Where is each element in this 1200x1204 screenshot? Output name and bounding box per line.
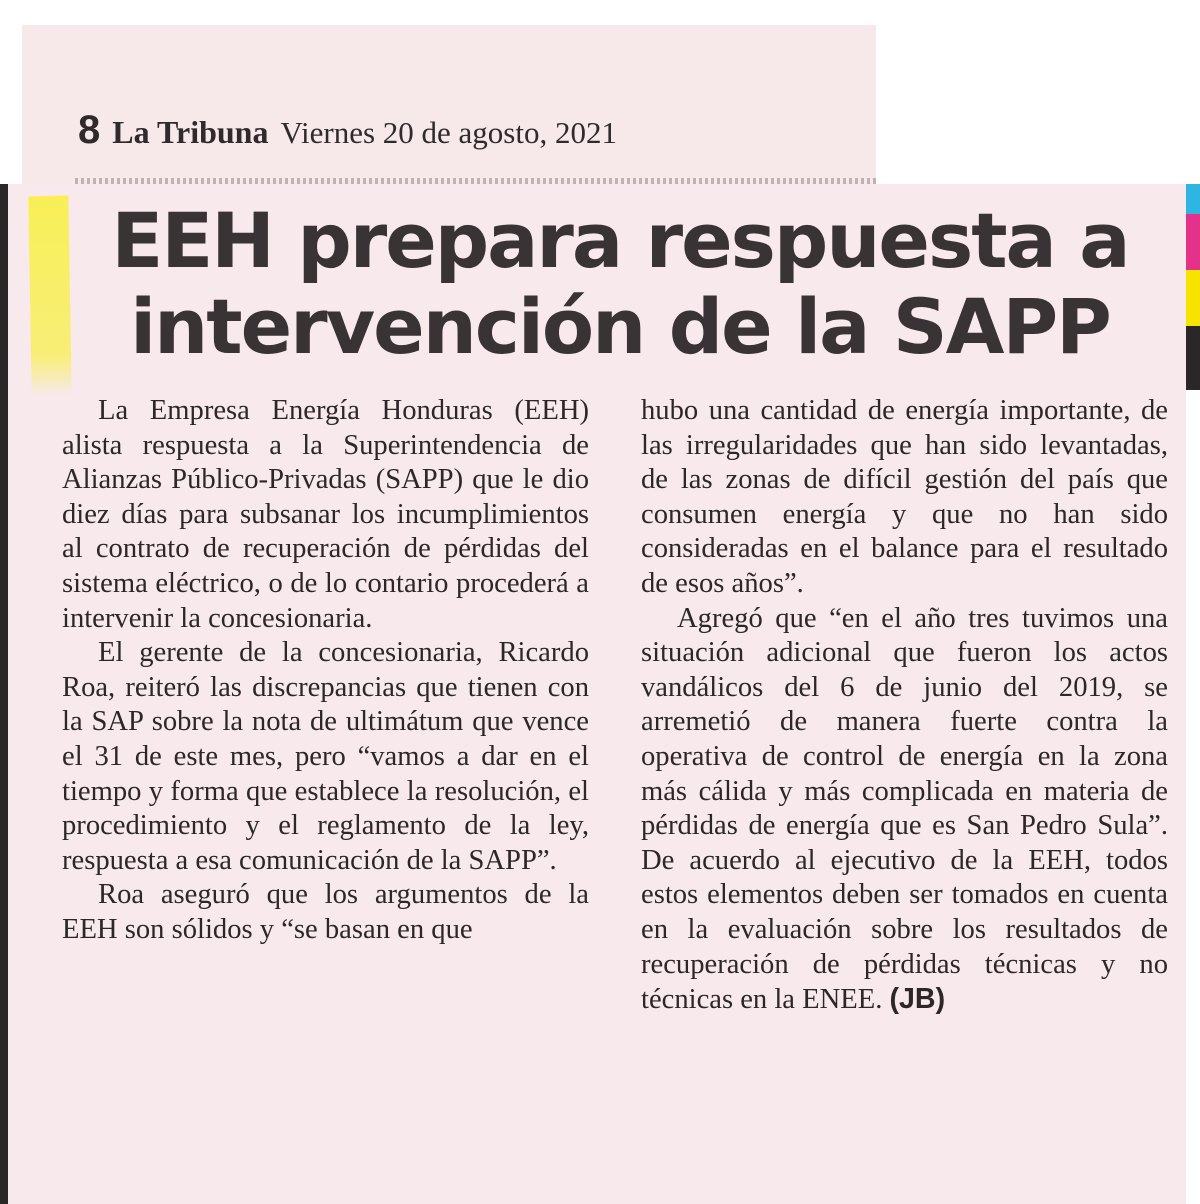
magenta-color-bar bbox=[1186, 214, 1200, 270]
paragraph-text: Agregó que “en el año tres tuvimos una situación adicional que fueron los actos vandálicos del 6 de junio del 2019, se arremetió de manera fuerte contra la operativa de control de energía en la zona más cálida y más complicada en materia de pérdidas de energía que es San Pedro Sula”. De acuerdo al ejecutivo de la EEH, todos estos elementos deben ser tomados en cuenta en la evaluación sobre los resultados de recuperación de pérdidas técnicas y no técnicas en la ENEE. bbox=[641, 602, 1168, 1016]
masthead bbox=[78, 108, 617, 154]
paragraph: El gerente de la concesionaria, Ricardo Roa, reiteró las discrepancias que tienen con la SAP sobre la nota de ultimátum que vence el 31 de este mes, pero “vamos a dar en el tiempo y forma que establece la resolución, el procedimiento y el reglamento de la ley, respuesta a esa comunicación de la SAPP”. bbox=[62, 637, 589, 876]
paragraph: Roa aseguró que los argumentos de la EEH son sólidos y “se basan en que bbox=[62, 879, 589, 945]
article-body bbox=[62, 394, 1168, 1018]
newspaper-name: La Tribuna bbox=[112, 114, 269, 150]
right-column bbox=[641, 394, 1168, 1018]
black-color-bar bbox=[1186, 326, 1200, 390]
clipping-left-edge bbox=[0, 184, 8, 1204]
paragraph: hubo una cantidad de energía importante, de las irregularidades que han sido levantadas, de las zonas de difícil gestión del país que consumen energía y que no han sido consideradas en el balance para el resultado de esos años”. bbox=[641, 395, 1168, 599]
headline-line-1: EEH prepara respuesta a bbox=[111, 196, 1129, 285]
paragraph: La Empresa Energía Honduras (EEH) alista respuesta a la Superintendencia de Alianzas Público-Privadas (SAPP) que le dio diez días para subsanar los incumplimientos al contrato de recuperación de pérdidas del sistema eléctrico, o de lo contario procederá a intervenir la concesionaria. bbox=[62, 395, 589, 634]
author-signature: (JB) bbox=[889, 983, 946, 1016]
headline-line-2: intervención de la SAPP bbox=[130, 282, 1110, 371]
cyan-color-bar bbox=[1186, 184, 1200, 214]
article-headline bbox=[60, 198, 1180, 370]
page-number: 8 bbox=[78, 108, 101, 152]
publication-date: Viernes 20 de agosto, 2021 bbox=[280, 115, 617, 150]
print-color-bars bbox=[1186, 184, 1200, 410]
masthead-clipping bbox=[22, 25, 876, 185]
left-column bbox=[62, 394, 589, 1018]
yellow-color-bar bbox=[1186, 270, 1200, 326]
paragraph-final bbox=[641, 602, 1168, 1018]
